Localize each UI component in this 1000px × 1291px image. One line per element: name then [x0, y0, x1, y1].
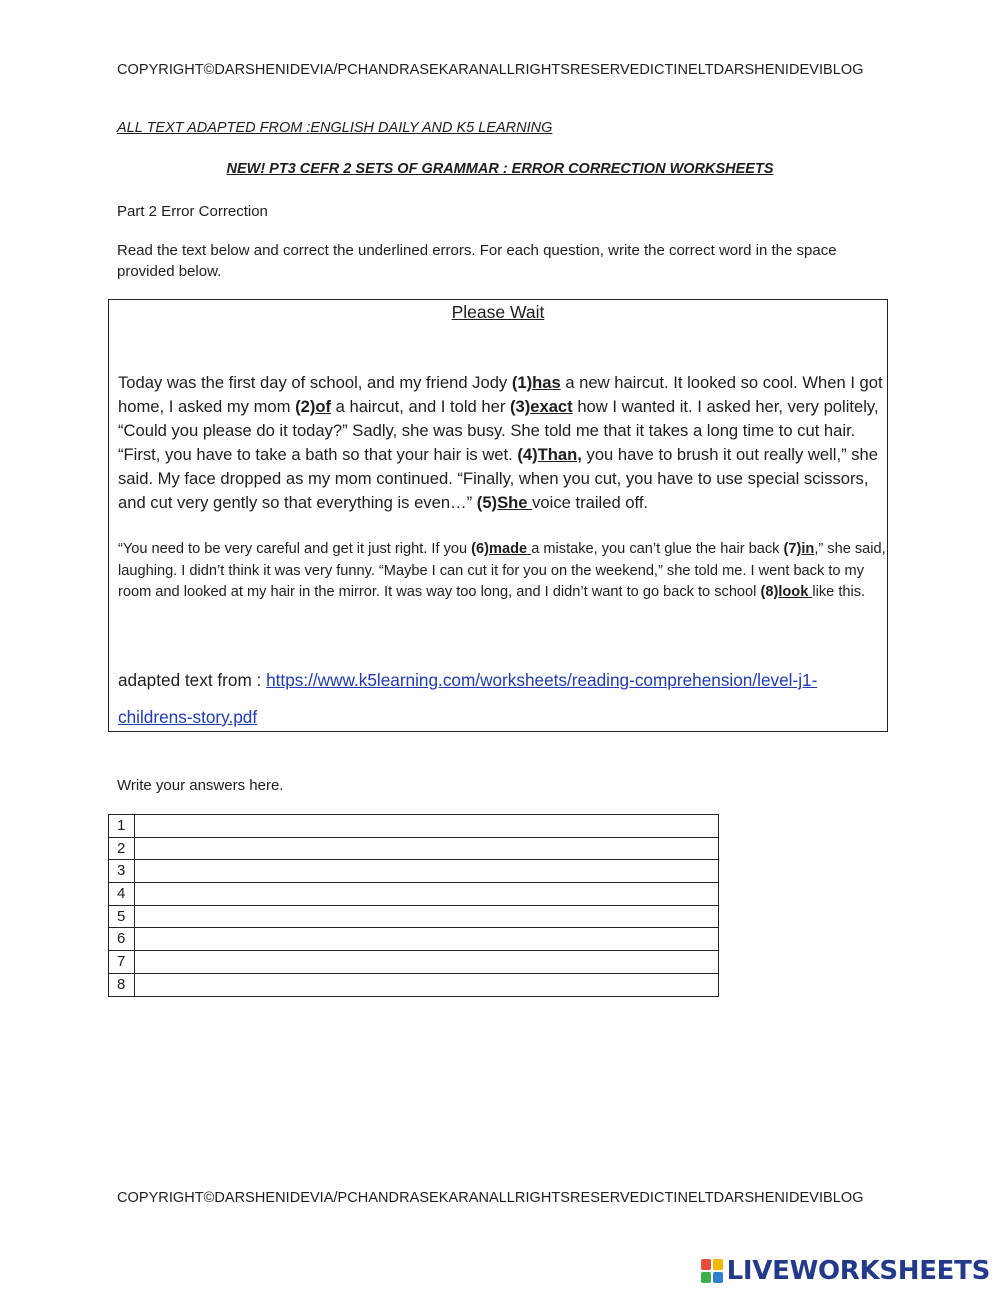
answer-input-8[interactable]: [143, 976, 718, 993]
error-marker-6: (6)made: [471, 541, 532, 557]
answer-prompt: Write your answers here.: [117, 777, 284, 794]
answer-row: [109, 860, 719, 883]
answer-input-5[interactable]: [143, 908, 718, 925]
answer-row: [109, 837, 719, 860]
answer-input-4[interactable]: [143, 885, 718, 902]
error-marker-3: (3)exact: [509, 397, 573, 416]
copyright-footer: COPYRIGHT©DARSHENIDEVIA/PCHANDRASEKARANALLRIGHTSRESERVEDICTINELTDARSHENIDEVIBLOG: [117, 1190, 864, 1206]
story-paragraph-2: “You need to be very careful and get it just right. If you (6)made a mistake, you can’t glue the hair back (7)in,” she said, laughing. I didn’t think it was very funny. “Maybe I can cut it for you on the weekend,” she told me. I went back to my room and looked at my hair in the mirror. It was way too long, and I didn’t want to go back to school (8)look like this.: [118, 541, 886, 600]
answer-number: 4: [109, 883, 135, 906]
answer-number: 1: [109, 815, 135, 838]
answer-row: [109, 815, 719, 838]
source-note: ALL TEXT ADAPTED FROM :ENGLISH DAILY AND K5 LEARNING: [117, 120, 553, 136]
answer-row: [109, 883, 719, 906]
part-label: Part 2 Error Correction: [117, 203, 268, 220]
answer-number: 2: [109, 837, 135, 860]
error-marker-4: (4)Than,: [517, 445, 582, 464]
error-marker-2: (2)of: [295, 397, 332, 416]
source-link[interactable]: https://www.k5learning.com/worksheets/reading-comprehension/level-j1-childrens-story.pdf: [118, 670, 818, 727]
story-title: Please Wait: [451, 302, 545, 322]
liveworksheets-logo-icon: [701, 1259, 723, 1283]
answer-number: 7: [109, 951, 135, 974]
story-paragraph-1: Today was the first day of school, and my friend Jody (1)has a new haircut. It looked so cool. When I got home, I asked my mom (2)of a haircut, and I told her (3)exact how I wanted it. I asked her, very politely, “Could you please do it today?” Sadly, she was busy. She told me that it takes a long time to cut hair. “First, you have to take a bath so that your hair is wet. (4)Than, you have to brush it out really well,” she said. My face dropped as my mom continued. “Finally, when you cut, you have to use special scissors, and cut very gently so that everything is even…” (5)She voice trailed off.: [118, 373, 883, 512]
answer-input-7[interactable]: [143, 953, 718, 970]
story-source: adapted text from : https://www.k5learning.com/worksheets/reading-comprehension/level-j1-childrens-story.pdf: [118, 670, 818, 727]
answer-number: 5: [109, 905, 135, 928]
answer-input-3[interactable]: [143, 862, 718, 879]
error-marker-5: (5)She: [476, 493, 533, 512]
brand-name: LIVEWORKSHEETS: [726, 1256, 990, 1286]
answer-input-6[interactable]: [143, 930, 718, 947]
instructions: Read the text below and correct the underlined errors. For each question, write the correct word in the space provided below.: [117, 242, 837, 280]
answer-number: 6: [109, 928, 135, 951]
answer-row: [109, 905, 719, 928]
answer-input-2[interactable]: [143, 840, 718, 857]
liveworksheets-brand: [701, 1256, 990, 1286]
error-marker-8: (8)look: [760, 584, 813, 600]
answer-input-1[interactable]: [143, 817, 718, 834]
error-marker-7: (7)in: [783, 541, 815, 557]
error-marker-1: (1)has: [511, 373, 561, 392]
answer-row: [109, 928, 719, 951]
answer-number: 8: [109, 973, 135, 996]
copyright-header: COPYRIGHT©DARSHENIDEVIA/PCHANDRASEKARANALLRIGHTSRESERVEDICTINELTDARSHENIDEVIBLOG: [117, 62, 864, 78]
answer-table: [108, 814, 719, 997]
story-box: [108, 299, 888, 732]
answer-row: [109, 951, 719, 974]
answer-row: [109, 973, 719, 996]
worksheet-title: NEW! PT3 CEFR 2 SETS OF GRAMMAR : ERROR CORRECTION WORKSHEETS: [226, 161, 774, 177]
answer-number: 3: [109, 860, 135, 883]
